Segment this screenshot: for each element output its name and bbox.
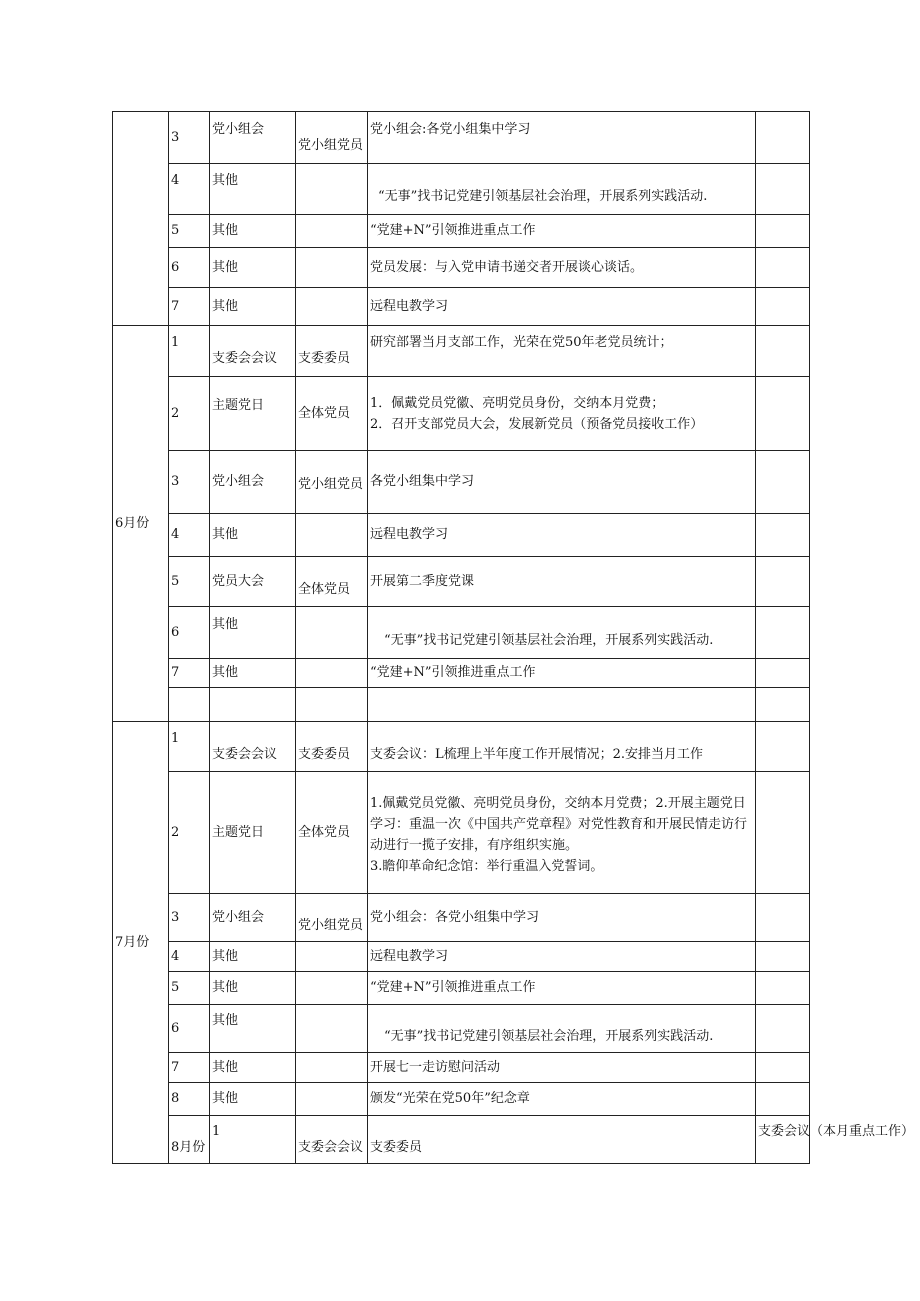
table-row [113,326,810,377]
table-row [113,1005,810,1053]
activity-content: 党员发展：与入党申请书递交者开展谈心谈话。 [368,248,756,288]
activity-content: 远程电教学习 [368,288,756,326]
activity-type: 其他 [210,514,296,557]
participants: 支委委员 [368,1116,756,1164]
remarks-cell [756,377,810,451]
table-row [113,112,810,164]
table-row [113,722,810,772]
table-row [113,1053,810,1083]
activity-content: 颁发“光荣在党50年”纪念章 [368,1083,756,1116]
participants: 党小组党员 [296,451,368,514]
participants: 全体党员 [296,557,368,607]
activity-content: 开展第二季度党课 [368,557,756,607]
participants [296,1005,368,1053]
participants [296,514,368,557]
remarks-cell [756,659,810,688]
table-row [113,1083,810,1116]
activity-type: 其他 [210,164,296,215]
row-index: 3 [169,451,210,514]
activity-content: “无事”找书记党建引领基层社会治理，开展系列实践活动. [368,1005,756,1053]
row-index: 6 [169,248,210,288]
activity-type: 其他 [210,1083,296,1116]
row-index: 4 [169,942,210,972]
table-row [113,607,810,659]
month-label-august: 8月份 [169,1116,210,1164]
row-index: 1 [169,326,210,377]
activity-content: 支委会议（本月重点工作） [756,1116,810,1164]
table-row [113,942,810,972]
activity-type: 支委会会议 [210,722,296,772]
remarks-cell [756,112,810,164]
table-row-empty [113,688,810,722]
activity-type: 主题党日 [210,772,296,894]
participants: 支委委员 [296,326,368,377]
participants [296,972,368,1005]
table-row [113,288,810,326]
activity-type: 其他 [210,659,296,688]
table-row [113,215,810,248]
activity-content: “党建+N”引领推进重点工作 [368,215,756,248]
activity-content: 党小组会：各党小组集中学习 [368,894,756,942]
activity-content: 1.佩戴党员党徽、亮明党员身份，交纳本月党费；2.开展主题党日学习：重温一次《中国共产党章程》对党性教育和开展民情走访行动进行一揽子安排，有序组织实施。 3.瞻仰革命纪念馆：举行重温入党誓词。 [368,772,756,894]
activity-type: 其他 [210,248,296,288]
table-row [113,1116,810,1164]
activity-type: 其他 [210,942,296,972]
activity-type: 支委会会议 [296,1116,368,1164]
activity-type: 其他 [210,972,296,1005]
remarks-cell [756,1005,810,1053]
remarks-cell [756,557,810,607]
table-row [113,451,810,514]
row-index: 3 [169,112,210,164]
row-index: 8 [169,1083,210,1116]
activity-content: 远程电教学习 [368,942,756,972]
table-row [113,894,810,942]
activity-type: 其他 [210,1005,296,1053]
table-row [113,557,810,607]
activity-type: 主题党日 [210,377,296,451]
table-row [113,514,810,557]
participants [296,607,368,659]
row-index: 3 [169,894,210,942]
row-index: 2 [169,772,210,894]
activity-type: 其他 [210,1053,296,1083]
table-row [113,659,810,688]
row-index: 7 [169,288,210,326]
row-index: 7 [169,1053,210,1083]
participants [296,248,368,288]
table-row [113,772,810,894]
row-index: 5 [169,972,210,1005]
participants [296,1053,368,1083]
activity-content: “无事”找书记党建引领基层社会治理，开展系列实践活动. [368,164,756,215]
remarks-cell [756,772,810,894]
activity-content: 远程电教学习 [368,514,756,557]
table-row [113,248,810,288]
activity-type: 党小组会 [210,112,296,164]
remarks-cell [756,1053,810,1083]
activity-type: 其他 [210,607,296,659]
remarks-cell [756,248,810,288]
table-row [113,377,810,451]
remarks-cell [756,942,810,972]
participants [296,164,368,215]
row-index: 6 [169,607,210,659]
month-label-july: 7月份 [113,722,169,1164]
activity-content: “党建+N”引领推进重点工作 [368,659,756,688]
remarks-cell [756,972,810,1005]
participants [296,1083,368,1116]
month-label-june: 6月份 [113,326,169,722]
activity-content: 研究部署当月支部工作，光荣在党50年老党员统计； [368,326,756,377]
activity-content: 支委会议：L梳理上半年度工作开展情况；2.安排当月工作 [368,722,756,772]
remarks-cell [756,514,810,557]
row-index: 6 [169,1005,210,1053]
schedule-table [112,111,915,1164]
participants: 党小组党员 [296,894,368,942]
row-index: 4 [169,514,210,557]
remarks-cell [756,326,810,377]
participants [296,659,368,688]
remarks-cell [756,1083,810,1116]
row-index: 7 [169,659,210,688]
remarks-cell [756,607,810,659]
participants [296,288,368,326]
row-index: 4 [169,164,210,215]
row-index: 2 [169,377,210,451]
remarks-cell [756,451,810,514]
remarks-cell [756,722,810,772]
activity-type: 其他 [210,288,296,326]
activity-type: 党员大会 [210,557,296,607]
row-index: 1 [169,722,210,772]
activity-content: 1．佩戴党员党徽、亮明党员身份，交纳本月党费； 2．召开支部党员大会，发展新党员（预备党员接收工作） [368,377,756,451]
participants [296,215,368,248]
participants: 全体党员 [296,377,368,451]
row-index: 5 [169,557,210,607]
remarks-cell [756,215,810,248]
activity-content: 党小组会:各党小组集中学习 [368,112,756,164]
remarks-cell [756,288,810,326]
activity-content: 各党小组集中学习 [368,451,756,514]
participants: 支委委员 [296,722,368,772]
remarks-cell [756,164,810,215]
row-index: 5 [169,215,210,248]
activity-content: 开展七一走访慰问活动 [368,1053,756,1083]
month-cell [113,112,169,326]
activity-type: 党小组会 [210,894,296,942]
participants [296,942,368,972]
row-index: 1 [210,1116,296,1164]
participants: 全体党员 [296,772,368,894]
activity-type: 其他 [210,215,296,248]
table-row [113,972,810,1005]
remarks-cell [756,894,810,942]
participants: 党小组党员 [296,112,368,164]
activity-content: “无事”找书记党建引领基层社会治理，开展系列实践活动. [368,607,756,659]
table-row [113,164,810,215]
activity-content: “党建+N”引领推进重点工作 [368,972,756,1005]
activity-type: 党小组会 [210,451,296,514]
activity-type: 支委会会议 [210,326,296,377]
